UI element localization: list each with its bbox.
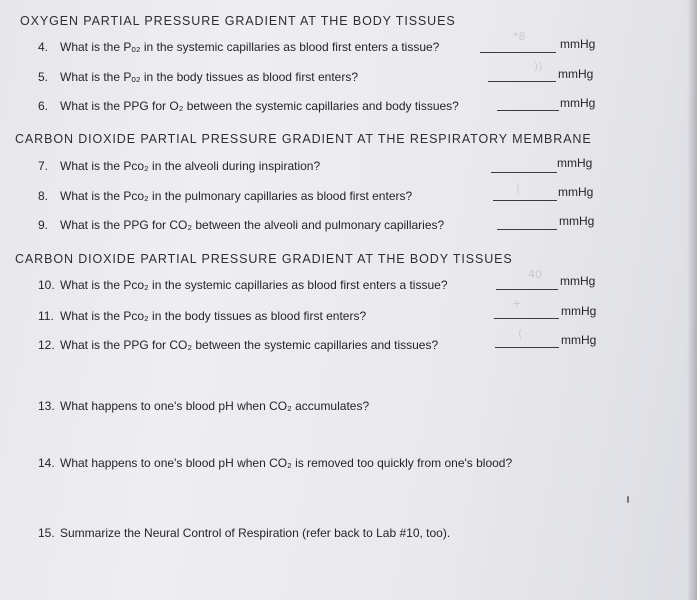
question-number: 8. [38, 189, 49, 203]
unit-label: mmHg [561, 304, 597, 318]
question-number: 13. [38, 399, 55, 413]
unit-label: mmHg [561, 333, 597, 347]
answer-blank-8[interactable] [493, 200, 557, 201]
faint-pencil-mark: + [512, 297, 522, 310]
unit-label: mmHg [560, 37, 596, 51]
question-text: Summarize the Neural Control of Respiration (refer back to Lab #10, too). [60, 526, 451, 540]
answer-blank-12[interactable] [495, 347, 559, 348]
unit-label: mmHg [557, 156, 593, 170]
question-text: What is the PPG for CO₂ between the alveoli and pulmonary capillaries? [60, 218, 445, 232]
answer-blank-9[interactable] [497, 229, 557, 230]
question-9 [38, 218, 444, 232]
question-text: What is the Pco₂ in the body tissues as blood first enters? [60, 309, 367, 323]
faint-pencil-mark: )) [534, 60, 543, 73]
answer-blank-6[interactable] [497, 110, 559, 111]
question-10 [38, 278, 448, 292]
section-heading-oxygen-tissues: OXYGEN PARTIAL PRESSURE GRADIENT AT THE BODY TISSUES [20, 14, 456, 28]
question-number: 12. [38, 338, 55, 352]
question-number: 14. [38, 456, 55, 470]
question-number: 15. [38, 526, 55, 540]
section-heading-co2-body-tissues: CARBON DIOXIDE PARTIAL PRESSURE GRADIENT AT THE BODY TISSUES [15, 252, 513, 266]
unit-label: mmHg [560, 96, 596, 110]
faint-pencil-mark: | [516, 181, 520, 194]
unit-label: mmHg [560, 274, 596, 288]
question-14 [38, 456, 512, 470]
question-number: 5. [38, 70, 49, 84]
answer-blank-11[interactable] [494, 318, 559, 319]
question-number: 4. [38, 40, 49, 54]
unit-label: mmHg [558, 185, 594, 199]
unit-label: mmHg [558, 67, 594, 81]
question-6 [38, 99, 459, 113]
question-4 [38, 40, 439, 54]
page-edge-shadow [687, 0, 697, 600]
question-text: What is the Pₒ₂ in the systemic capillaries as blood first enters a tissue? [60, 40, 440, 54]
question-text: What is the Pco₂ in the pulmonary capillaries as blood first enters? [60, 189, 413, 203]
question-number: 6. [38, 99, 49, 113]
faint-pencil-mark: ( [518, 327, 523, 340]
question-15 [38, 526, 450, 540]
question-text: What is the PPG for CO₂ between the systemic capillaries and tissues? [60, 338, 439, 352]
answer-blank-10[interactable] [496, 289, 558, 290]
question-text: What is the Pₒ₂ in the body tissues as blood first enters? [60, 70, 359, 84]
answer-blank-7[interactable] [491, 172, 557, 173]
question-5 [38, 70, 358, 84]
answer-blank-5[interactable] [488, 81, 556, 82]
question-7 [38, 159, 320, 173]
question-text: What is the Pco₂ in the alveoli during inspiration? [60, 159, 321, 173]
question-text: What happens to one's blood pH when CO₂ is removed too quickly from one's blood? [60, 456, 513, 470]
question-text: What is the Pco₂ in the systemic capillaries as blood first enters a tissue? [60, 278, 448, 292]
unit-label: mmHg [559, 214, 595, 228]
question-number: 9. [38, 218, 49, 232]
question-number: 10. [38, 278, 55, 292]
faint-pencil-mark: 40 [528, 268, 542, 281]
question-text: What happens to one's blood pH when CO₂ accumulates? [60, 399, 370, 413]
question-number: 11. [38, 309, 54, 323]
paper-speck [627, 496, 629, 503]
question-text: What is the PPG for O₂ between the systemic capillaries and body tissues? [60, 99, 459, 113]
question-8 [38, 189, 412, 203]
question-12 [38, 338, 438, 352]
question-11 [38, 309, 366, 323]
faint-pencil-mark: *8 [513, 30, 526, 43]
answer-blank-4[interactable] [480, 52, 556, 53]
question-13 [38, 399, 369, 413]
question-number: 7. [38, 159, 49, 173]
section-heading-co2-respiratory-membrane: CARBON DIOXIDE PARTIAL PRESSURE GRADIENT AT THE RESPIRATORY MEMBRANE [15, 132, 592, 146]
